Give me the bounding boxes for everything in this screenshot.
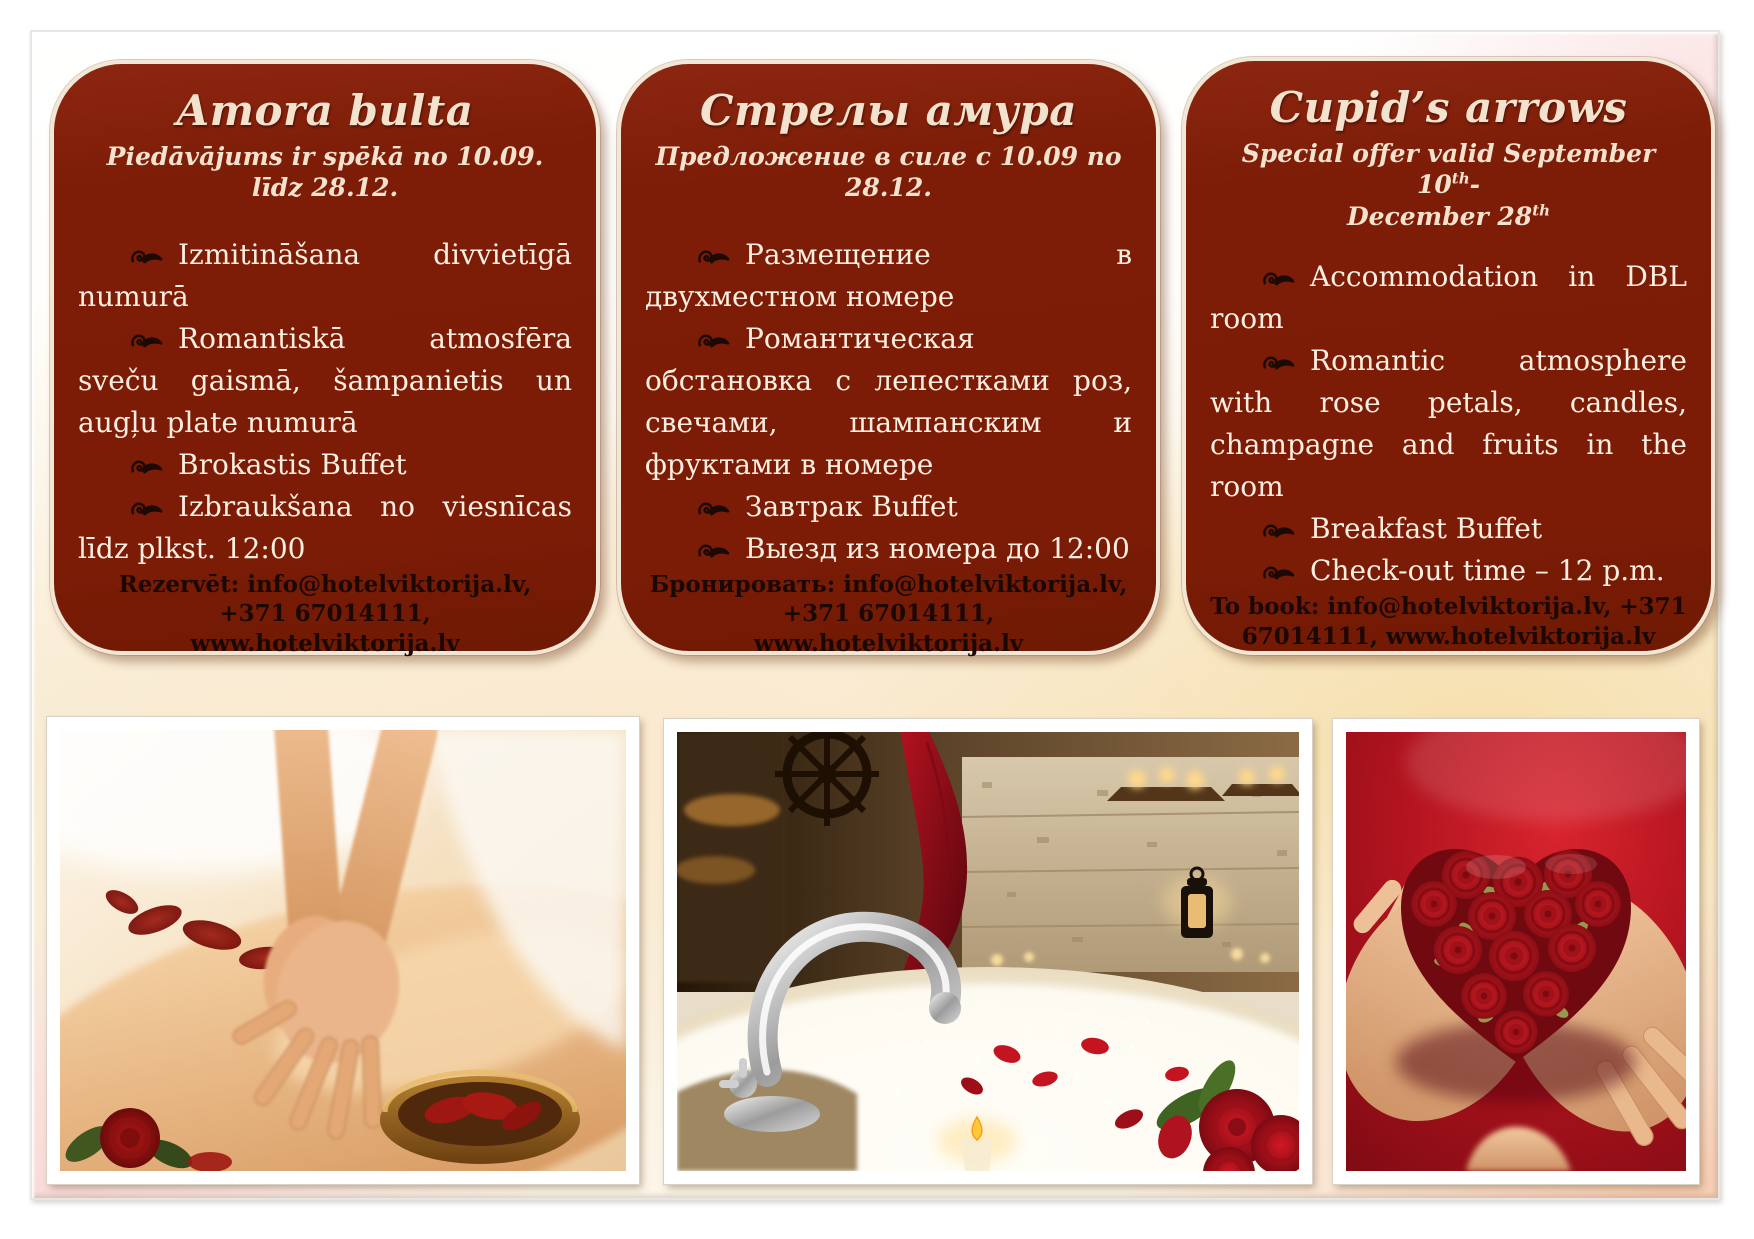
subtitle-text: December 28 xyxy=(1346,201,1533,231)
list-item xyxy=(645,234,1132,318)
offer-card-latvian xyxy=(50,60,600,658)
flourish-bullet-icon xyxy=(1236,340,1296,382)
subtitle-text: Special offer valid September 10 xyxy=(1241,139,1656,200)
subtitle-superscript: th xyxy=(1451,169,1470,188)
list-item-text: Breakfast Buffet xyxy=(1310,511,1543,545)
list-item-text: Izbraukšana no viesnīcas līdz plkst. 12:00 xyxy=(78,489,572,565)
list-item-text: Романтическая обстановка с лепестками роз, свечами, шампанским и фруктами в номере xyxy=(645,321,1132,481)
benefits-list xyxy=(1210,256,1687,592)
list-item xyxy=(1210,256,1687,340)
card-subtitle: Piedāvājums ir spēkā no 10.09. līdz 28.12. xyxy=(106,142,544,203)
list-item xyxy=(1210,550,1687,592)
flourish-bullet-icon xyxy=(671,486,731,528)
flourish-bullet-icon xyxy=(671,528,731,570)
offer-card-russian xyxy=(617,60,1160,658)
page-frame xyxy=(30,30,1720,1200)
benefits-list xyxy=(645,234,1132,570)
list-item xyxy=(78,444,572,486)
booking-contact: Rezervēt: info@hotelviktorija.lv, +371 67014111, www.hotelviktorija.lv xyxy=(118,570,532,658)
flourish-bullet-icon xyxy=(104,486,164,528)
booking-contact: Бронировать: info@hotelviktorija.lv, +371 67014111, www.hotelviktorija.lv xyxy=(649,570,1128,658)
list-item xyxy=(645,528,1132,570)
list-item xyxy=(78,318,572,444)
list-item-text: Izmitināšana divvietīgā numurā xyxy=(78,237,572,313)
list-item xyxy=(645,318,1132,486)
subtitle-superscript: th xyxy=(1532,201,1551,220)
list-item xyxy=(645,486,1132,528)
card-title: Cupid’s arrows xyxy=(1269,83,1628,132)
card-title: Amora bulta xyxy=(176,86,474,135)
benefits-list xyxy=(78,234,572,570)
flourish-bullet-icon xyxy=(104,234,164,276)
list-item xyxy=(1210,340,1687,508)
flourish-bullet-icon xyxy=(671,234,731,276)
list-item-text: Выезд из номера до 12:00 xyxy=(745,531,1130,565)
list-item-text: Check-out time – 12 p.m. xyxy=(1310,553,1665,587)
list-item xyxy=(1210,508,1687,550)
card-subtitle xyxy=(1210,138,1687,232)
list-item-text: Размещение в двухместном номере xyxy=(645,237,1132,313)
flourish-bullet-icon xyxy=(1236,550,1296,592)
flourish-bullet-icon xyxy=(1236,508,1296,550)
offer-card-english xyxy=(1182,57,1715,655)
list-item-text: Romantic atmosphere with rose petals, candles, champagne and fruits in the room xyxy=(1210,343,1687,503)
flourish-bullet-icon xyxy=(671,318,731,360)
rose-heart-photo xyxy=(1333,719,1699,1184)
list-item-text: Завтрак Buffet xyxy=(745,489,958,523)
flourish-bullet-icon xyxy=(1236,256,1296,298)
booking-contact: To book: info@hotelviktorija.lv, +371 67014111, www.hotelviktorija.lv xyxy=(1210,592,1687,650)
list-item xyxy=(78,486,572,570)
list-item-text: Accommodation in DBL room xyxy=(1210,259,1687,335)
list-item xyxy=(78,234,572,318)
card-title: Стрелы амура xyxy=(700,86,1077,135)
flourish-bullet-icon xyxy=(104,318,164,360)
flourish-bullet-icon xyxy=(104,444,164,486)
massage-photo xyxy=(47,717,639,1184)
bathtub-photo xyxy=(664,719,1312,1184)
subtitle-text: - xyxy=(1469,170,1481,200)
list-item-text: Romantiskā atmosfēra sveču gaismā, šampanietis un augļu plate numurā xyxy=(78,321,572,439)
list-item-text: Brokastis Buffet xyxy=(178,447,407,481)
card-subtitle: Предложение в силе с 10.09 по 28.12. xyxy=(655,142,1122,203)
